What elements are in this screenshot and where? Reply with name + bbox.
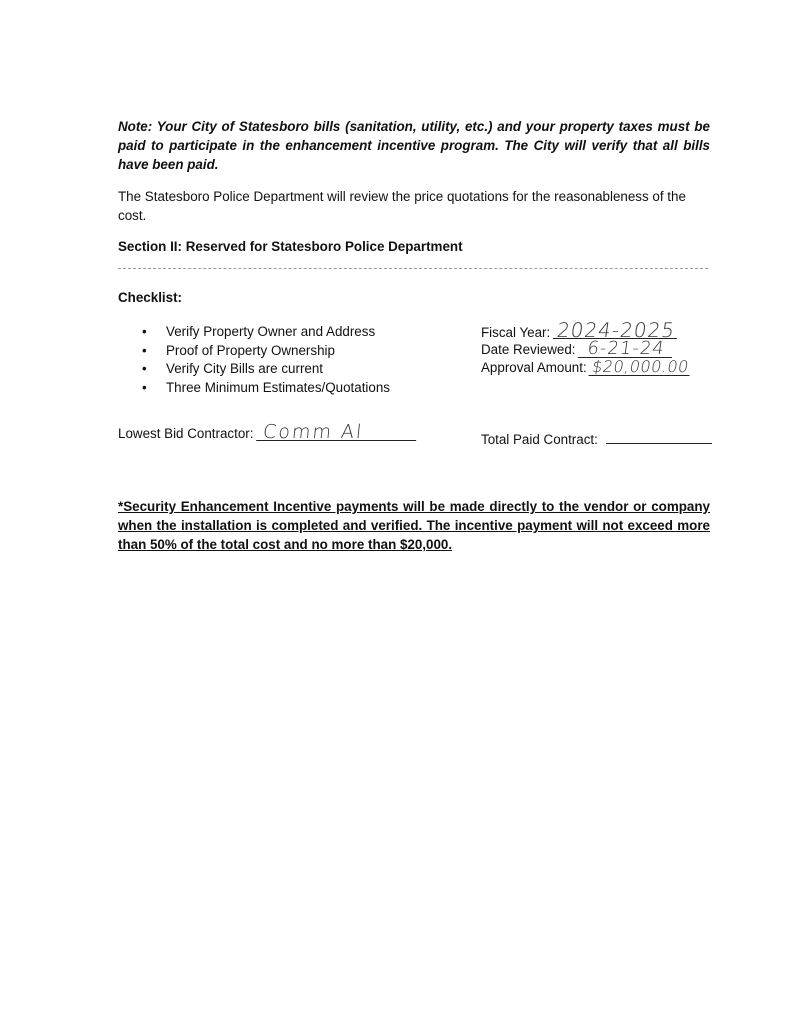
checklist-item (142, 342, 390, 361)
price-review-statement: The Statesboro Police Department will review the price quotations for the reasonableness of the cost. (118, 189, 686, 223)
bullet-icon: • (142, 324, 147, 339)
date-reviewed-field[interactable]: 6-21-24 (578, 341, 674, 358)
checklist-item (142, 379, 390, 398)
section-two-heading: Section II: Reserved for Statesboro Police Department (118, 239, 463, 254)
lowest-bid-label: Lowest Bid Contractor: (118, 426, 254, 441)
lowest-bid-field[interactable]: Comm Al (256, 424, 418, 441)
section-divider (118, 268, 708, 269)
approval-amount-field[interactable]: $20,000.00 (590, 357, 691, 376)
checklist-item-label: Proof of Property Ownership (166, 342, 335, 358)
checklist-item-label: Verify City Bills are current (166, 361, 324, 376)
approval-amount-row (481, 359, 691, 378)
review-fields (481, 318, 691, 378)
approval-amount-label: Approval Amount: (481, 360, 587, 375)
checklist-item (142, 360, 390, 379)
checklist-item-label: Three Minimum Estimates/Quotations (166, 379, 390, 395)
checklist-heading: Checklist: (118, 290, 182, 305)
bullet-icon: • (142, 342, 147, 358)
fiscal-year-label: Fiscal Year: (481, 325, 551, 340)
bullet-icon: • (142, 379, 147, 395)
bullet-icon: • (142, 361, 147, 376)
total-paid-row (481, 431, 712, 447)
incentive-payment-disclaimer: *Security Enhancement Incentive payments will be made directly to the vendor or company when the installation is completed and verified. The incentive payment will not exceed more than 50% of the total cost and no more than $20,000. (118, 499, 710, 552)
total-paid-field[interactable] (606, 431, 712, 444)
checklist-item (142, 323, 390, 342)
date-reviewed-label: Date Reviewed: (481, 341, 576, 357)
fiscal-year-field[interactable]: 2024-2025 (553, 322, 679, 339)
checklist-item-label: Verify Property Owner and Address (166, 324, 376, 339)
payment-requirement-note: Note: Your City of Statesboro bills (sanitation, utility, etc.) and your property taxes must be paid to participate in the enhancement incentive program. The City will verify that all bills have been paid. (118, 119, 710, 172)
lowest-bid-row (118, 421, 417, 443)
total-paid-label: Total Paid Contract: (481, 432, 598, 447)
checklist (142, 323, 390, 397)
